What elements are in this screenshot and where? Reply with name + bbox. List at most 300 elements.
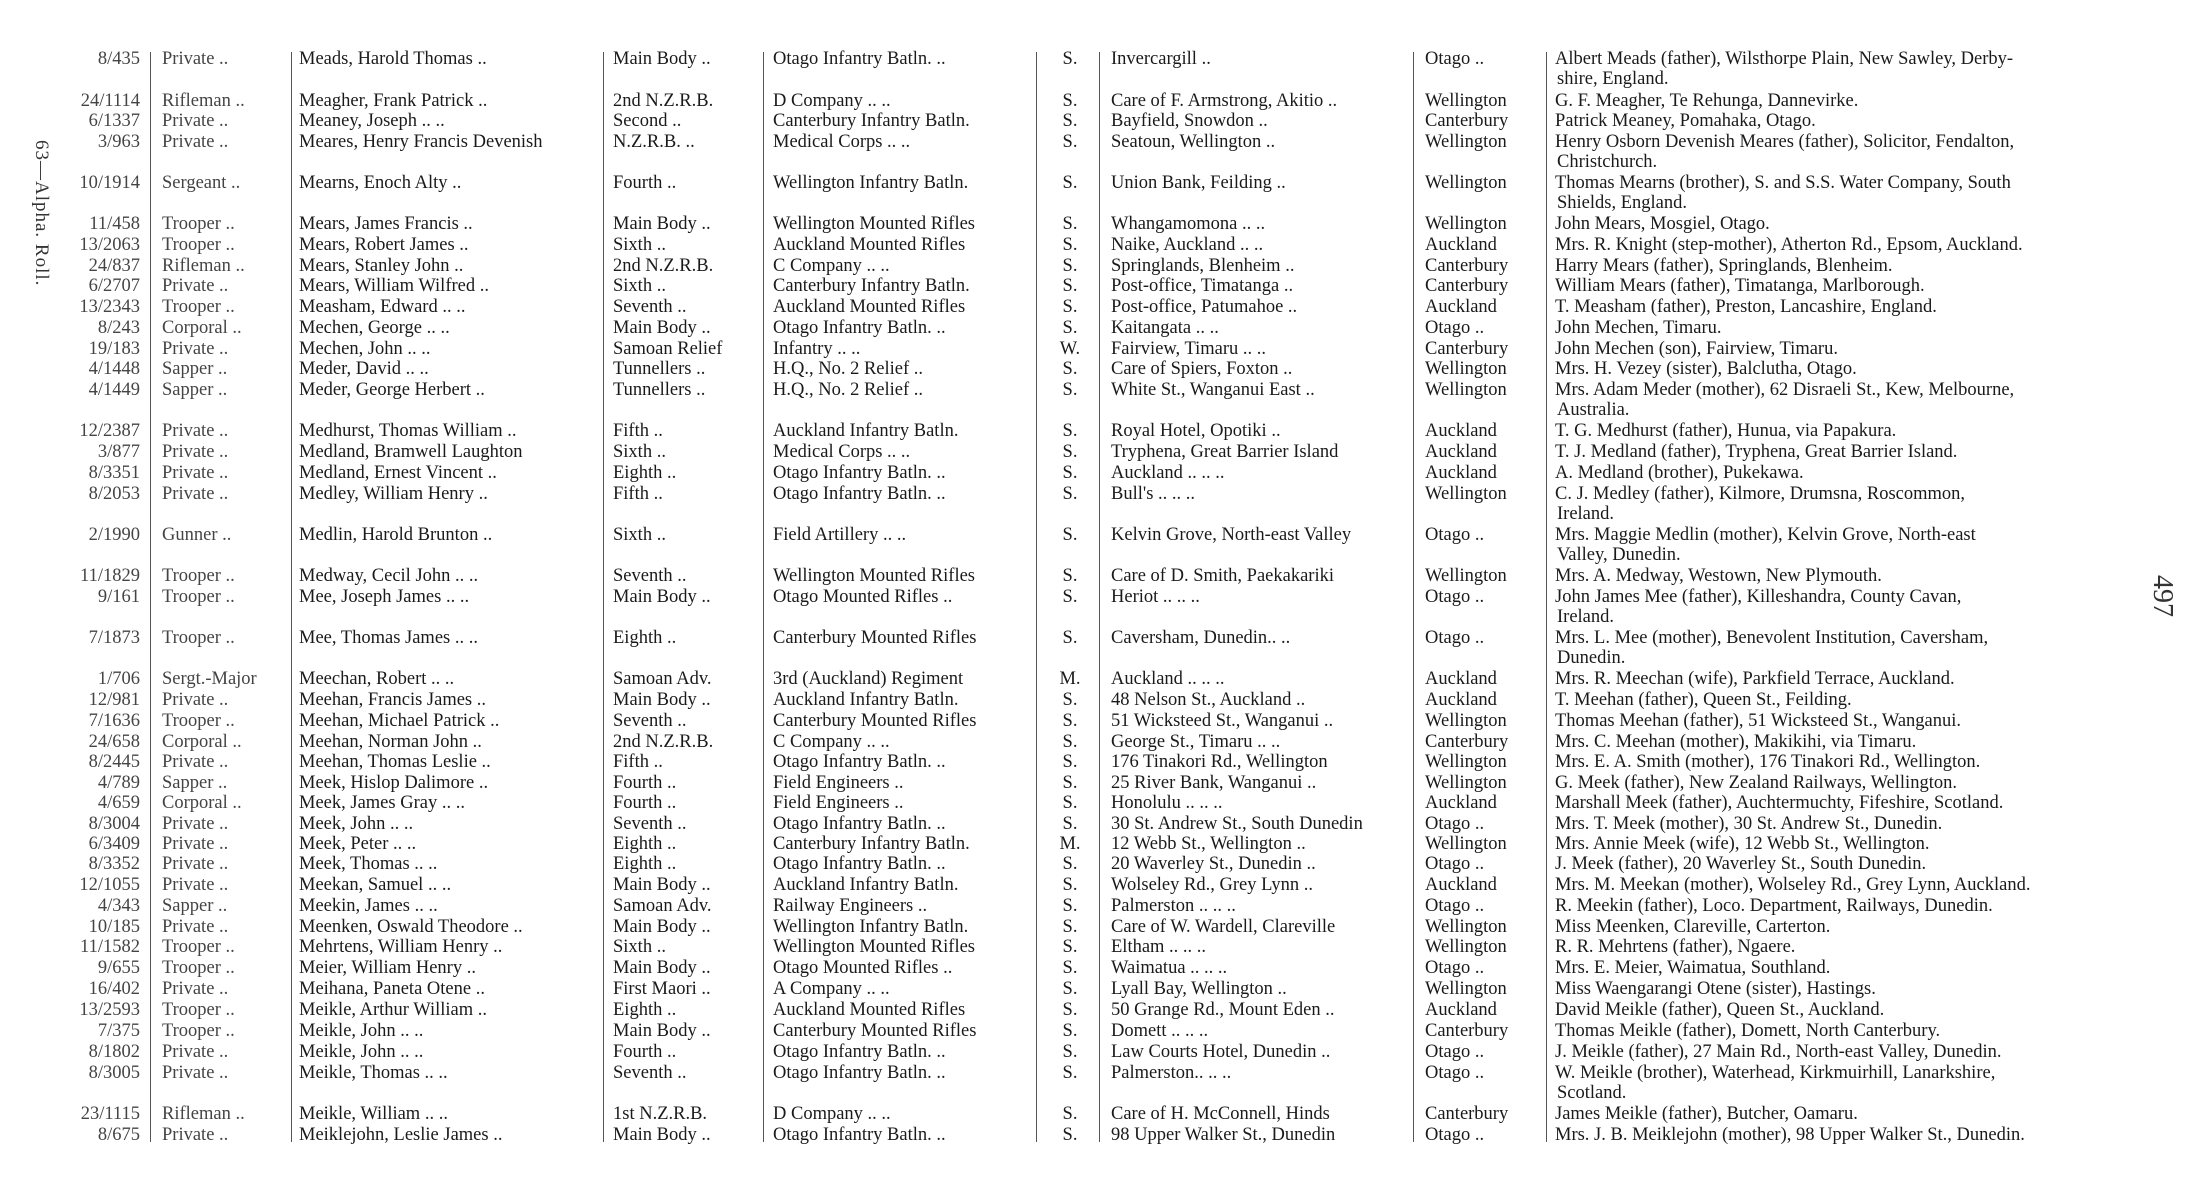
soldier-name-cell: Mearns, Enoch Alty .. — [299, 173, 462, 193]
marital-status-cell: S. — [1062, 91, 1078, 111]
unit-cell: First Maori .. — [613, 979, 711, 999]
next-of-kin-line: C. J. Medley (father), Kilmore, Drumsna, Roscommon, — [1555, 484, 1966, 504]
next-of-kin-line: Shields, England. — [1557, 193, 1688, 213]
rank-cell: Rifleman .. — [162, 91, 245, 111]
district-cell: Otago .. — [1425, 628, 1485, 648]
next-of-kin-line: Thomas Meehan (father), 51 Wicksteed St., Wanganui. — [1555, 711, 1962, 731]
last-address-cell: White St., Wanganui East .. — [1111, 380, 1315, 400]
page-number: 497 — [2147, 575, 2178, 617]
district-cell: Wellington — [1425, 484, 1507, 504]
corps-cell: Medical Corps .. .. — [773, 132, 911, 152]
district-cell: Wellington — [1425, 979, 1507, 999]
marital-status-cell: S. — [1062, 1042, 1078, 1062]
rank-cell: Trooper .. — [162, 566, 235, 586]
last-address-cell: 50 Grange Rd., Mount Eden .. — [1111, 1000, 1335, 1020]
rank-cell: Corporal .. — [162, 318, 242, 338]
soldier-name-cell: Meekin, James .. .. — [299, 896, 438, 916]
marital-status-cell: S. — [1062, 1000, 1078, 1020]
soldier-name-cell: Meads, Harold Thomas .. — [299, 49, 487, 69]
service-number-cell: 10/1914 — [79, 173, 140, 193]
table-row — [0, 710, 2205, 732]
service-number-cell: 13/2063 — [79, 235, 140, 255]
rank-cell: Sapper .. — [162, 359, 228, 379]
soldier-name-cell: Meechan, Robert .. .. — [299, 669, 455, 689]
soldier-name-cell: Meek, James Gray .. .. — [299, 793, 465, 813]
unit-cell: Main Body .. — [613, 49, 711, 69]
marital-status-cell: S. — [1062, 484, 1078, 504]
marital-status-cell: S. — [1062, 711, 1078, 731]
marital-status-cell: S. — [1062, 628, 1078, 648]
corps-cell: Wellington Infantry Batln. — [773, 917, 969, 937]
corps-cell: Otago Infantry Batln. .. — [773, 484, 946, 504]
district-cell: Otago .. — [1425, 1042, 1485, 1062]
next-of-kin-line: Mrs. Maggie Medlin (mother), Kelvin Grove, North-east — [1555, 525, 1976, 545]
marital-status-cell: S. — [1062, 463, 1078, 483]
district-cell: Otago .. — [1425, 587, 1485, 607]
corps-cell: Railway Engineers .. — [773, 896, 928, 916]
rank-cell: Rifleman .. — [162, 256, 245, 276]
marital-status-cell: S. — [1062, 1021, 1078, 1041]
district-cell: Otago .. — [1425, 896, 1485, 916]
service-number-cell: 2/1990 — [88, 525, 140, 545]
next-of-kin-line: J. Meek (father), 20 Waverley St., South Dunedin. — [1555, 854, 1927, 874]
next-of-kin-line: Mrs. A. Medway, Westown, New Plymouth. — [1555, 566, 1882, 586]
rank-cell: Private .. — [162, 111, 229, 131]
rank-cell: Private .. — [162, 484, 229, 504]
soldier-name-cell: Meier, William Henry .. — [299, 958, 476, 978]
table-row — [0, 379, 2205, 420]
soldier-name-cell: Meikle, John .. .. — [299, 1021, 424, 1041]
next-of-kin-line: Mrs. L. Mee (mother), Benevolent Institution, Caversham, — [1555, 628, 1989, 648]
table-row — [0, 1062, 2205, 1103]
marital-status-cell: S. — [1062, 793, 1078, 813]
district-cell: Wellington — [1425, 566, 1507, 586]
next-of-kin-line: Ireland. — [1557, 504, 1615, 524]
soldier-name-cell: Mechen, George .. .. — [299, 318, 450, 338]
marital-status-cell: S. — [1062, 525, 1078, 545]
last-address-cell: Union Bank, Feilding .. — [1111, 173, 1286, 193]
rank-cell: Private .. — [162, 752, 229, 772]
last-address-cell: George St., Timaru .. .. — [1111, 732, 1281, 752]
corps-cell: Canterbury Mounted Rifles — [773, 1021, 977, 1041]
corps-cell: Otago Mounted Rifles .. — [773, 587, 953, 607]
rank-cell: Trooper .. — [162, 214, 235, 234]
service-number-cell: 4/1448 — [88, 359, 140, 379]
rank-cell: Private .. — [162, 834, 229, 854]
table-row — [0, 627, 2205, 668]
last-address-cell: 48 Nelson St., Auckland .. — [1111, 690, 1306, 710]
table-row — [0, 462, 2205, 484]
next-of-kin-line: John Mechen (son), Fairview, Timaru. — [1555, 339, 1838, 359]
marital-status-cell: S. — [1062, 958, 1078, 978]
unit-cell: N.Z.R.B. .. — [613, 132, 695, 152]
marital-status-cell: S. — [1062, 256, 1078, 276]
corps-cell: Canterbury Mounted Rifles — [773, 711, 977, 731]
last-address-cell: Care of D. Smith, Paekakariki — [1111, 566, 1334, 586]
soldier-name-cell: Meiklejohn, Leslie James .. — [299, 1125, 503, 1145]
district-cell: Canterbury — [1425, 339, 1509, 359]
next-of-kin-line: J. Meikle (father), 27 Main Rd., North-east Valley, Dunedin. — [1555, 1042, 2002, 1062]
rank-cell: Trooper .. — [162, 958, 235, 978]
last-address-cell: Care of W. Wardell, Clareville — [1111, 917, 1336, 937]
soldier-name-cell: Medway, Cecil John .. .. — [299, 566, 479, 586]
unit-cell: Fifth .. — [613, 421, 663, 441]
last-address-cell: Whangamomona .. .. — [1111, 214, 1266, 234]
unit-cell: Main Body .. — [613, 1125, 711, 1145]
rank-cell: Private .. — [162, 1125, 229, 1145]
service-number-cell: 12/1055 — [79, 875, 140, 895]
table-row — [0, 296, 2205, 318]
next-of-kin-line: Mrs. Adam Meder (mother), 62 Disraeli St., Kew, Melbourne, — [1555, 380, 2015, 400]
soldier-name-cell: Mehrtens, William Henry .. — [299, 937, 503, 957]
marital-status-cell: M. — [1059, 834, 1081, 854]
marital-status-cell: S. — [1062, 566, 1078, 586]
rank-cell: Private .. — [162, 339, 229, 359]
rank-cell: Gunner .. — [162, 525, 232, 545]
corps-cell: Otago Infantry Batln. .. — [773, 814, 946, 834]
district-cell: Wellington — [1425, 752, 1507, 772]
next-of-kin-line: Mrs. J. B. Meiklejohn (mother), 98 Upper Walker St., Dunedin. — [1555, 1125, 2025, 1145]
last-address-cell: Bayfield, Snowdon .. — [1111, 111, 1268, 131]
marital-status-cell: S. — [1062, 1125, 1078, 1145]
unit-cell: Main Body .. — [613, 875, 711, 895]
service-number-cell: 4/1449 — [88, 380, 140, 400]
last-address-cell: 30 St. Andrew St., South Dunedin — [1111, 814, 1363, 834]
rank-cell: Trooper .. — [162, 1000, 235, 1020]
rank-cell: Sapper .. — [162, 896, 228, 916]
rank-cell: Trooper .. — [162, 587, 235, 607]
service-number-cell: 8/243 — [97, 318, 140, 338]
corps-cell: Wellington Mounted Rifles — [773, 566, 975, 586]
next-of-kin-line: Ireland. — [1557, 607, 1615, 627]
table-row — [0, 441, 2205, 463]
next-of-kin-line: T. J. Medland (father), Tryphena, Great Barrier Island. — [1555, 442, 1958, 462]
next-of-kin-line: Mrs. E. A. Smith (mother), 176 Tinakori Rd., Wellington. — [1555, 752, 1981, 772]
table-row — [0, 358, 2205, 380]
district-cell: Auckland — [1425, 669, 1497, 689]
unit-cell: Main Body .. — [613, 917, 711, 937]
table-row — [0, 813, 2205, 835]
service-number-cell: 13/2343 — [79, 297, 140, 317]
last-address-cell: Law Courts Hotel, Dunedin .. — [1111, 1042, 1331, 1062]
marital-status-cell: S. — [1062, 442, 1078, 462]
soldier-name-cell: Medland, Bramwell Laughton — [299, 442, 523, 462]
corps-cell: C Company .. .. — [773, 256, 890, 276]
marital-status-cell: M. — [1059, 669, 1081, 689]
table-row — [0, 172, 2205, 213]
next-of-kin-line: T. Measham (father), Preston, Lancashire, England. — [1555, 297, 1937, 317]
corps-cell: Auckland Infantry Batln. — [773, 875, 959, 895]
table-row — [0, 213, 2205, 235]
soldier-name-cell: Meek, Thomas .. .. — [299, 854, 438, 874]
table-row — [0, 420, 2205, 442]
district-cell: Canterbury — [1425, 256, 1509, 276]
corps-cell: Otago Infantry Batln. .. — [773, 318, 946, 338]
unit-cell: Tunnellers .. — [613, 359, 706, 379]
next-of-kin-line: Mrs. R. Knight (step-mother), Atherton Rd., Epsom, Auckland. — [1555, 235, 2023, 255]
last-address-cell: Heriot .. .. .. — [1111, 587, 1200, 607]
unit-cell: Main Body .. — [613, 318, 711, 338]
corps-cell: Canterbury Infantry Batln. — [773, 834, 970, 854]
next-of-kin-line: Mrs. M. Meekan (mother), Wolseley Rd., Grey Lynn, Auckland. — [1555, 875, 2031, 895]
unit-cell: Eighth .. — [613, 463, 677, 483]
last-address-cell: Naike, Auckland .. .. — [1111, 235, 1264, 255]
marital-status-cell: S. — [1062, 690, 1078, 710]
unit-cell: Eighth .. — [613, 834, 677, 854]
last-address-cell: Invercargill .. — [1111, 49, 1211, 69]
corps-cell: Field Engineers .. — [773, 793, 904, 813]
corps-cell: Medical Corps .. .. — [773, 442, 911, 462]
district-cell: Otago .. — [1425, 958, 1485, 978]
district-cell: Auckland — [1425, 690, 1497, 710]
table-row — [0, 48, 2205, 89]
corps-cell: Canterbury Mounted Rifles — [773, 628, 977, 648]
table-row — [0, 957, 2205, 979]
soldier-name-cell: Medland, Ernest Vincent .. — [299, 463, 497, 483]
soldier-name-cell: Meikle, Arthur William .. — [299, 1000, 487, 1020]
corps-cell: Otago Infantry Batln. .. — [773, 1042, 946, 1062]
corps-cell: Canterbury Infantry Batln. — [773, 111, 970, 131]
unit-cell: Samoan Adv. — [613, 669, 712, 689]
service-number-cell: 8/3351 — [88, 463, 140, 483]
corps-cell: Otago Infantry Batln. .. — [773, 1125, 946, 1145]
district-cell: Wellington — [1425, 773, 1507, 793]
table-row — [0, 916, 2205, 938]
soldier-name-cell: Meekan, Samuel .. .. — [299, 875, 452, 895]
service-number-cell: 3/877 — [97, 442, 140, 462]
table-row — [0, 110, 2205, 132]
marital-status-cell: S. — [1062, 111, 1078, 131]
district-cell: Canterbury — [1425, 1104, 1509, 1124]
district-cell: Auckland — [1425, 463, 1497, 483]
next-of-kin-line: Harry Mears (father), Springlands, Blenheim. — [1555, 256, 1893, 276]
unit-cell: Sixth .. — [613, 525, 666, 545]
corps-cell: Otago Infantry Batln. .. — [773, 752, 946, 772]
table-row — [0, 731, 2205, 753]
service-number-cell: 9/655 — [97, 958, 140, 978]
district-cell: Auckland — [1425, 793, 1497, 813]
corps-cell: Auckland Mounted Rifles — [773, 1000, 966, 1020]
rank-cell: Corporal .. — [162, 732, 242, 752]
service-number-cell: 8/3004 — [88, 814, 140, 834]
last-address-cell: Royal Hotel, Opotiki .. — [1111, 421, 1281, 441]
last-address-cell: Post-office, Patumahoe .. — [1111, 297, 1298, 317]
district-cell: Otago .. — [1425, 1063, 1485, 1083]
marital-status-cell: S. — [1062, 132, 1078, 152]
last-address-cell: 51 Wicksteed St., Wanganui .. — [1111, 711, 1334, 731]
table-row — [0, 1124, 2205, 1146]
rank-cell: Rifleman .. — [162, 1104, 245, 1124]
marital-status-cell: S. — [1062, 917, 1078, 937]
next-of-kin-line: T. G. Medhurst (father), Hunua, via Papakura. — [1555, 421, 1897, 441]
corps-cell: H.Q., No. 2 Relief .. — [773, 380, 924, 400]
marital-status-cell: S. — [1062, 1104, 1078, 1124]
soldier-name-cell: Medhurst, Thomas William .. — [299, 421, 517, 441]
next-of-kin-line: John Mears, Mosgiel, Otago. — [1555, 214, 1770, 234]
last-address-cell: Springlands, Blenheim .. — [1111, 256, 1295, 276]
rank-cell: Trooper .. — [162, 711, 235, 731]
service-number-cell: 6/3409 — [88, 834, 140, 854]
service-number-cell: 11/458 — [89, 214, 140, 234]
service-number-cell: 24/837 — [88, 256, 140, 276]
table-row — [0, 338, 2205, 360]
rank-cell: Private .. — [162, 276, 229, 296]
table-row — [0, 275, 2205, 297]
rank-cell: Private .. — [162, 442, 229, 462]
last-address-cell: Eltham .. .. .. — [1111, 937, 1207, 957]
unit-cell: Fourth .. — [613, 793, 677, 813]
unit-cell: Fourth .. — [613, 1042, 677, 1062]
soldier-name-cell: Mechen, John .. .. — [299, 339, 431, 359]
next-of-kin-line: Thomas Mearns (brother), S. and S.S. Water Company, South — [1555, 173, 2011, 193]
corps-cell: 3rd (Auckland) Regiment — [773, 669, 964, 689]
district-cell: Otago .. — [1425, 854, 1485, 874]
district-cell: Otago .. — [1425, 1125, 1485, 1145]
next-of-kin-line: Albert Meads (father), Wilsthorpe Plain, New Sawley, Derby- — [1555, 49, 2014, 69]
last-address-cell: 12 Webb St., Wellington .. — [1111, 834, 1306, 854]
marital-status-cell: S. — [1062, 875, 1078, 895]
rank-cell: Private .. — [162, 854, 229, 874]
table-row — [0, 317, 2205, 339]
marital-status-cell: S. — [1062, 732, 1078, 752]
district-cell: Auckland — [1425, 235, 1497, 255]
district-cell: Otago .. — [1425, 318, 1485, 338]
table-row — [0, 772, 2205, 794]
unit-cell: Samoan Adv. — [613, 896, 712, 916]
next-of-kin-line: G. F. Meagher, Te Rehunga, Dannevirke. — [1555, 91, 1859, 111]
district-cell: Otago .. — [1425, 49, 1485, 69]
soldier-name-cell: Medlin, Harold Brunton .. — [299, 525, 493, 545]
next-of-kin-line: Mrs. Annie Meek (wife), 12 Webb St., Wellington. — [1555, 834, 1930, 854]
marital-status-cell: W. — [1059, 339, 1081, 359]
district-cell: Wellington — [1425, 173, 1507, 193]
next-of-kin-line: T. Meehan (father), Queen St., Feilding. — [1555, 690, 1852, 710]
soldier-name-cell: Meder, George Herbert .. — [299, 380, 485, 400]
next-of-kin-line: David Meikle (father), Queen St., Auckland. — [1555, 1000, 1885, 1020]
corps-cell: Field Engineers .. — [773, 773, 904, 793]
corps-cell: Otago Infantry Batln. .. — [773, 49, 946, 69]
corps-cell: H.Q., No. 2 Relief .. — [773, 359, 924, 379]
service-number-cell: 12/981 — [88, 690, 140, 710]
service-number-cell: 4/343 — [97, 896, 140, 916]
last-address-cell: Kelvin Grove, North-east Valley — [1111, 525, 1352, 545]
district-cell: Auckland — [1425, 1000, 1497, 1020]
marital-status-cell: S. — [1062, 854, 1078, 874]
corps-cell: D Company .. .. — [773, 1104, 891, 1124]
unit-cell: Sixth .. — [613, 937, 666, 957]
marital-status-cell: S. — [1062, 235, 1078, 255]
soldier-name-cell: Mears, Robert James .. — [299, 235, 469, 255]
last-address-cell: Lyall Bay, Wellington .. — [1111, 979, 1287, 999]
table-row — [0, 131, 2205, 172]
corps-cell: A Company .. .. — [773, 979, 890, 999]
soldier-name-cell: Meaney, Joseph .. .. — [299, 111, 445, 131]
next-of-kin-line: R. Meekin (father), Loco. Department, Railways, Dunedin. — [1555, 896, 1993, 916]
unit-cell: Main Body .. — [613, 958, 711, 978]
last-address-cell: Seatoun, Wellington .. — [1111, 132, 1276, 152]
next-of-kin-line: Mrs. R. Meechan (wife), Parkfield Terrace, Auckland. — [1555, 669, 1955, 689]
service-number-cell: 8/435 — [97, 49, 140, 69]
service-number-cell: 10/185 — [88, 917, 140, 937]
table-row — [0, 792, 2205, 814]
service-number-cell: 8/3005 — [88, 1063, 140, 1083]
marital-status-cell: S. — [1062, 380, 1078, 400]
soldier-name-cell: Meagher, Frank Patrick .. — [299, 91, 488, 111]
soldier-name-cell: Mears, James Francis .. — [299, 214, 473, 234]
table-row — [0, 565, 2205, 587]
service-number-cell: 7/1636 — [88, 711, 140, 731]
service-number-cell: 6/1337 — [88, 111, 140, 131]
unit-cell: Second .. — [613, 111, 682, 131]
district-cell: Wellington — [1425, 834, 1507, 854]
last-address-cell: 98 Upper Walker St., Dunedin — [1111, 1125, 1336, 1145]
unit-cell: Seventh .. — [613, 1063, 687, 1083]
service-number-cell: 24/1114 — [80, 91, 140, 111]
service-number-cell: 11/1582 — [80, 937, 140, 957]
rank-cell: Private .. — [162, 463, 229, 483]
rank-cell: Sergeant .. — [162, 173, 241, 193]
district-cell: Canterbury — [1425, 1021, 1509, 1041]
soldier-name-cell: Meek, Hislop Dalimore .. — [299, 773, 489, 793]
unit-cell: Eighth .. — [613, 628, 677, 648]
district-cell: Wellington — [1425, 91, 1507, 111]
service-number-cell: 8/3352 — [88, 854, 140, 874]
service-number-cell: 23/1115 — [80, 1104, 140, 1124]
rank-cell: Corporal .. — [162, 793, 242, 813]
district-cell: Wellington — [1425, 214, 1507, 234]
marital-status-cell: S. — [1062, 276, 1078, 296]
table-row — [0, 255, 2205, 277]
corps-cell: D Company .. .. — [773, 91, 891, 111]
corps-cell: Auckland Infantry Batln. — [773, 421, 959, 441]
next-of-kin-line: Mrs. E. Meier, Waimatua, Southland. — [1555, 958, 1831, 978]
last-address-cell: Auckland .. .. .. — [1111, 463, 1225, 483]
unit-cell: Main Body .. — [613, 587, 711, 607]
last-address-cell: Waimatua .. .. .. — [1111, 958, 1228, 978]
marital-status-cell: S. — [1062, 49, 1078, 69]
last-address-cell: Care of F. Armstrong, Akitio .. — [1111, 91, 1338, 111]
last-address-cell: Domett .. .. .. — [1111, 1021, 1209, 1041]
table-row — [0, 936, 2205, 958]
soldier-name-cell: Meehan, Michael Patrick .. — [299, 711, 500, 731]
corps-cell: Wellington Mounted Rifles — [773, 937, 975, 957]
soldier-name-cell: Mears, William Wilfred .. — [299, 276, 489, 296]
rank-cell: Private .. — [162, 814, 229, 834]
next-of-kin-line: James Meikle (father), Butcher, Oamaru. — [1555, 1104, 1858, 1124]
marital-status-cell: S. — [1062, 773, 1078, 793]
district-cell: Wellington — [1425, 380, 1507, 400]
corps-cell: Auckland Mounted Rifles — [773, 235, 966, 255]
service-number-cell: 6/2707 — [88, 276, 140, 296]
marital-status-cell: S. — [1062, 297, 1078, 317]
marital-status-cell: S. — [1062, 979, 1078, 999]
district-cell: Auckland — [1425, 421, 1497, 441]
soldier-name-cell: Medley, William Henry .. — [299, 484, 488, 504]
last-address-cell: Care of H. McConnell, Hinds — [1111, 1104, 1330, 1124]
unit-cell: Main Body .. — [613, 690, 711, 710]
district-cell: Otago .. — [1425, 814, 1485, 834]
marital-status-cell: S. — [1062, 214, 1078, 234]
next-of-kin-line: John Mechen, Timaru. — [1555, 318, 1722, 338]
side-label: 63—Alpha. Roll. — [31, 140, 52, 287]
next-of-kin-line: Christchurch. — [1557, 152, 1658, 172]
marital-status-cell: S. — [1062, 1063, 1078, 1083]
district-cell: Auckland — [1425, 442, 1497, 462]
rank-cell: Private .. — [162, 690, 229, 710]
unit-cell: Seventh .. — [613, 566, 687, 586]
unit-cell: Main Body .. — [613, 214, 711, 234]
next-of-kin-line: Marshall Meek (father), Auchtermuchty, Fifeshire, Scotland. — [1555, 793, 2004, 813]
